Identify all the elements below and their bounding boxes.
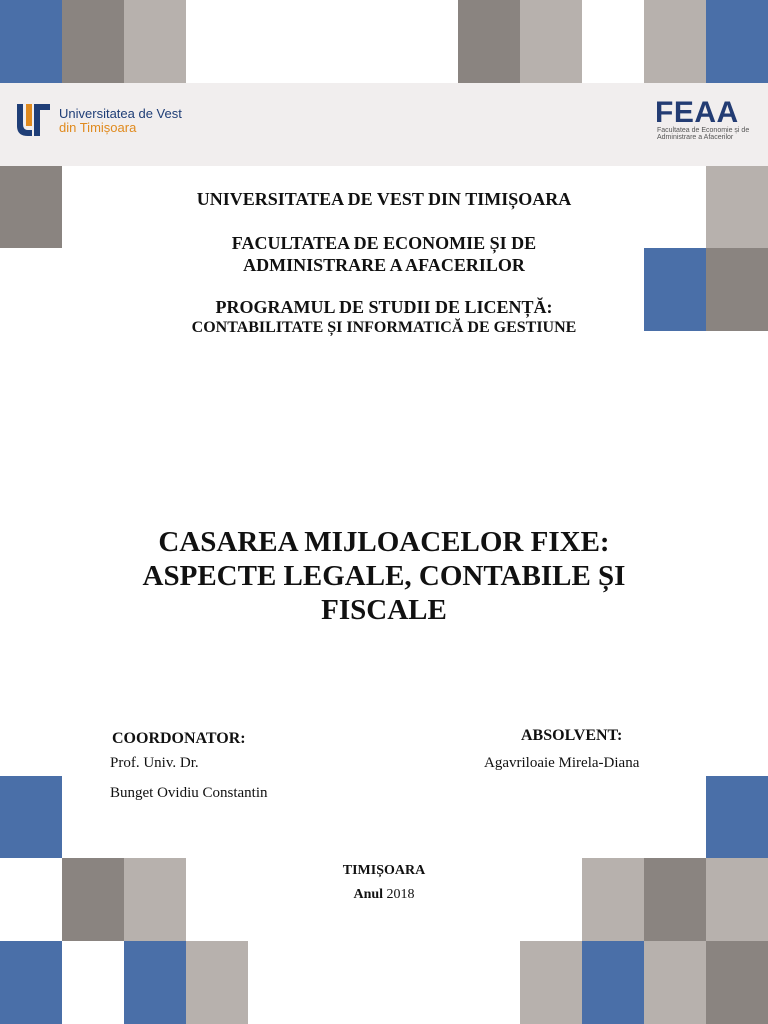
coordinator-name: Bunget Ovidiu Constantin [110, 785, 268, 801]
thesis-title-line-1: CASAREA MIJLOACELOR FIXE: [158, 526, 610, 558]
graduate-label: ABSOLVENT: [521, 727, 623, 744]
decor-square [520, 941, 582, 1024]
year [0, 887, 768, 903]
feaa-logo-subtext: Facultatea de Economie și de Administrare a Afacerilor [657, 127, 750, 141]
decor-square [706, 941, 768, 1024]
coordinator-title: Prof. Univ. Dr. [110, 755, 199, 771]
decor-square [644, 0, 706, 83]
year-value: 2018 [386, 887, 415, 902]
uvt-logo-subtext: din Timișoara [59, 120, 137, 135]
faculty-name [0, 232, 768, 276]
decor-square [124, 0, 186, 83]
decor-square [186, 941, 248, 1024]
faculty-line-1: FACULTATEA DE ECONOMIE ȘI DE [231, 233, 537, 253]
decor-square [644, 941, 706, 1024]
decor-square [0, 0, 62, 83]
program-heading: PROGRAMUL DE STUDII DE LICENȚĂ: [215, 297, 553, 317]
decor-square [0, 776, 62, 858]
coordinator-label: COORDONATOR: [112, 730, 246, 747]
thesis-title-line-2: ASPECTE LEGALE, CONTABILE ȘI [142, 560, 626, 592]
thesis-title-line-3: FISCALE [321, 594, 447, 626]
feaa-logo [655, 97, 755, 143]
decor-square [582, 941, 644, 1024]
feaa-logo-word: FEAA [655, 96, 739, 129]
uvt-logo-mark [14, 100, 54, 140]
program-name: CONTABILITATE ȘI INFORMATICĂ DE GESTIUNE [191, 319, 577, 336]
graduate-name: Agavriloaie Mirela-Diana [484, 755, 640, 771]
thesis-title [0, 525, 768, 627]
year-label: Anul [353, 887, 384, 902]
decor-square [0, 941, 62, 1024]
uvt-logo-text: Universitatea de Vest [59, 106, 182, 121]
faculty-line-2: ADMINISTRARE A AFACERILOR [243, 255, 525, 275]
decor-square [706, 0, 768, 83]
city: TIMIȘOARA [342, 863, 426, 878]
university-name: UNIVERSITATEA DE VEST DIN TIMIȘOARA [196, 189, 572, 209]
decor-square [520, 0, 582, 83]
decor-square [62, 0, 124, 83]
decor-square [706, 776, 768, 858]
decor-square [124, 941, 186, 1024]
decor-square [458, 0, 520, 83]
uvt-logo [14, 100, 189, 140]
